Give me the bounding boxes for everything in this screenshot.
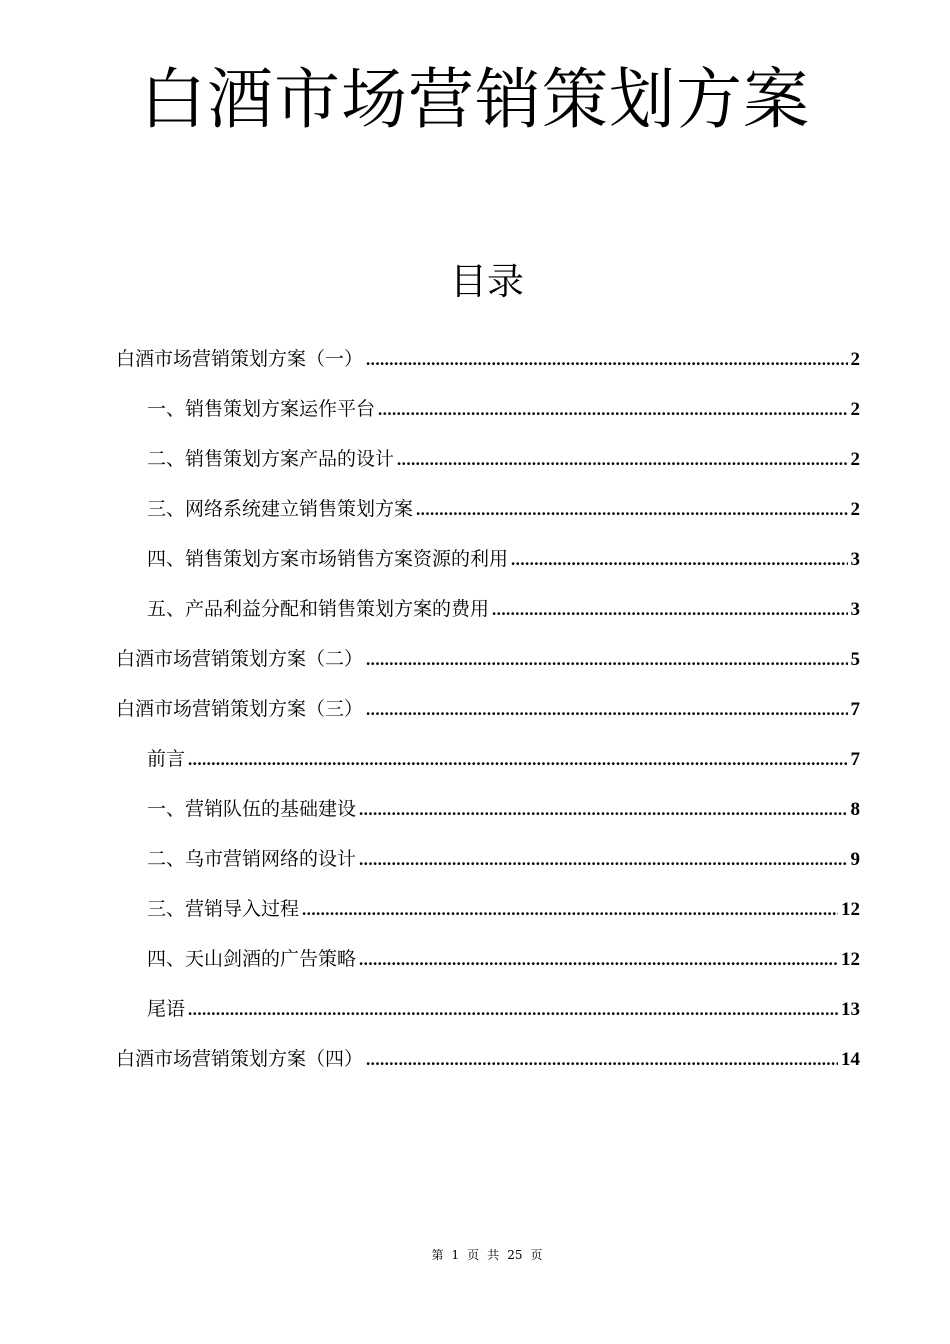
toc-entry-label: 四、销售策划方案市场销售方案资源的利用	[147, 548, 509, 570]
toc-entry[interactable]	[147, 994, 860, 1024]
toc-entry-label: 一、销售策划方案运作平台	[147, 398, 376, 420]
toc-heading: 目录	[450, 260, 524, 303]
document-title: 白酒市场营销策划方案	[140, 61, 810, 138]
toc-entry-page: 8	[850, 799, 860, 820]
toc-leader-dots	[416, 495, 847, 524]
page-footer	[0, 1246, 950, 1264]
toc-leader-dots	[359, 795, 847, 824]
toc-entry[interactable]	[147, 494, 860, 524]
toc-entry-page: 2	[850, 349, 860, 370]
toc-leader-dots	[511, 545, 847, 574]
toc-entry-page: 2	[850, 399, 860, 420]
toc-leader-dots	[366, 345, 847, 374]
toc-entry[interactable]	[147, 744, 860, 774]
toc-entry-page: 7	[850, 749, 860, 770]
toc-entry-page: 14	[841, 1049, 860, 1070]
toc-entry-label: 一、营销队伍的基础建设	[147, 798, 357, 820]
toc-entry-page: 3	[850, 599, 860, 620]
toc-leader-dots	[366, 1045, 838, 1074]
toc-entry-label: 白酒市场营销策划方案（二）	[116, 648, 364, 670]
toc-entry[interactable]	[116, 644, 860, 674]
toc-entry-label: 前言	[147, 748, 186, 770]
footer-current-page: 1	[451, 1248, 460, 1262]
toc-leader-dots	[366, 645, 847, 674]
toc-entry-label: 白酒市场营销策划方案（三）	[116, 698, 364, 720]
toc-entry[interactable]	[147, 944, 860, 974]
toc-entry-page: 2	[850, 449, 860, 470]
toc-leader-dots	[397, 445, 847, 474]
toc-entry-page: 7	[850, 699, 860, 720]
toc-leader-dots	[359, 945, 838, 974]
toc-entry-label: 二、销售策划方案产品的设计	[147, 448, 395, 470]
toc-leader-dots	[492, 595, 847, 624]
footer-suffix: 页	[530, 1248, 543, 1262]
toc-entry-label: 白酒市场营销策划方案（四）	[116, 1048, 364, 1070]
toc-entry-page: 12	[841, 899, 860, 920]
footer-total-pages: 25	[507, 1248, 523, 1262]
toc-entry-page: 5	[850, 649, 860, 670]
toc-entry[interactable]	[116, 1044, 860, 1074]
toc-entry-label: 白酒市场营销策划方案（一）	[116, 348, 364, 370]
toc-entry[interactable]	[147, 844, 860, 874]
toc-leader-dots	[188, 745, 847, 774]
toc-entry-label: 三、营销导入过程	[147, 898, 300, 920]
footer-page-word: 页	[467, 1248, 480, 1262]
toc-leader-dots	[302, 895, 838, 924]
toc-entry[interactable]	[116, 694, 860, 724]
toc-leader-dots	[188, 995, 838, 1024]
toc-entry-page: 9	[850, 849, 860, 870]
toc-entry[interactable]	[147, 894, 860, 924]
toc-entry[interactable]	[147, 394, 860, 424]
footer-total-word: 共	[487, 1248, 500, 1262]
toc-entry[interactable]	[147, 794, 860, 824]
toc-entry[interactable]	[147, 444, 860, 474]
toc-entry-page: 12	[841, 949, 860, 970]
toc-entry-label: 尾语	[147, 998, 186, 1020]
toc-leader-dots	[366, 695, 847, 724]
toc-leader-dots	[359, 845, 847, 874]
footer-prefix: 第	[431, 1248, 444, 1262]
toc-entry-page: 3	[850, 549, 860, 570]
toc-leader-dots	[378, 395, 847, 424]
toc-entry[interactable]	[147, 544, 860, 574]
toc-entry-label: 五、产品利益分配和销售策划方案的费用	[147, 598, 490, 620]
toc-entry[interactable]	[147, 594, 860, 624]
toc-entry[interactable]	[116, 344, 860, 374]
toc-entry-label: 二、乌市营销网络的设计	[147, 848, 357, 870]
toc-entry-label: 三、网络系统建立销售策划方案	[147, 498, 414, 520]
toc-entry-label: 四、天山剑酒的广告策略	[147, 948, 357, 970]
toc-entry-page: 13	[841, 999, 860, 1020]
toc-entry-page: 2	[850, 499, 860, 520]
